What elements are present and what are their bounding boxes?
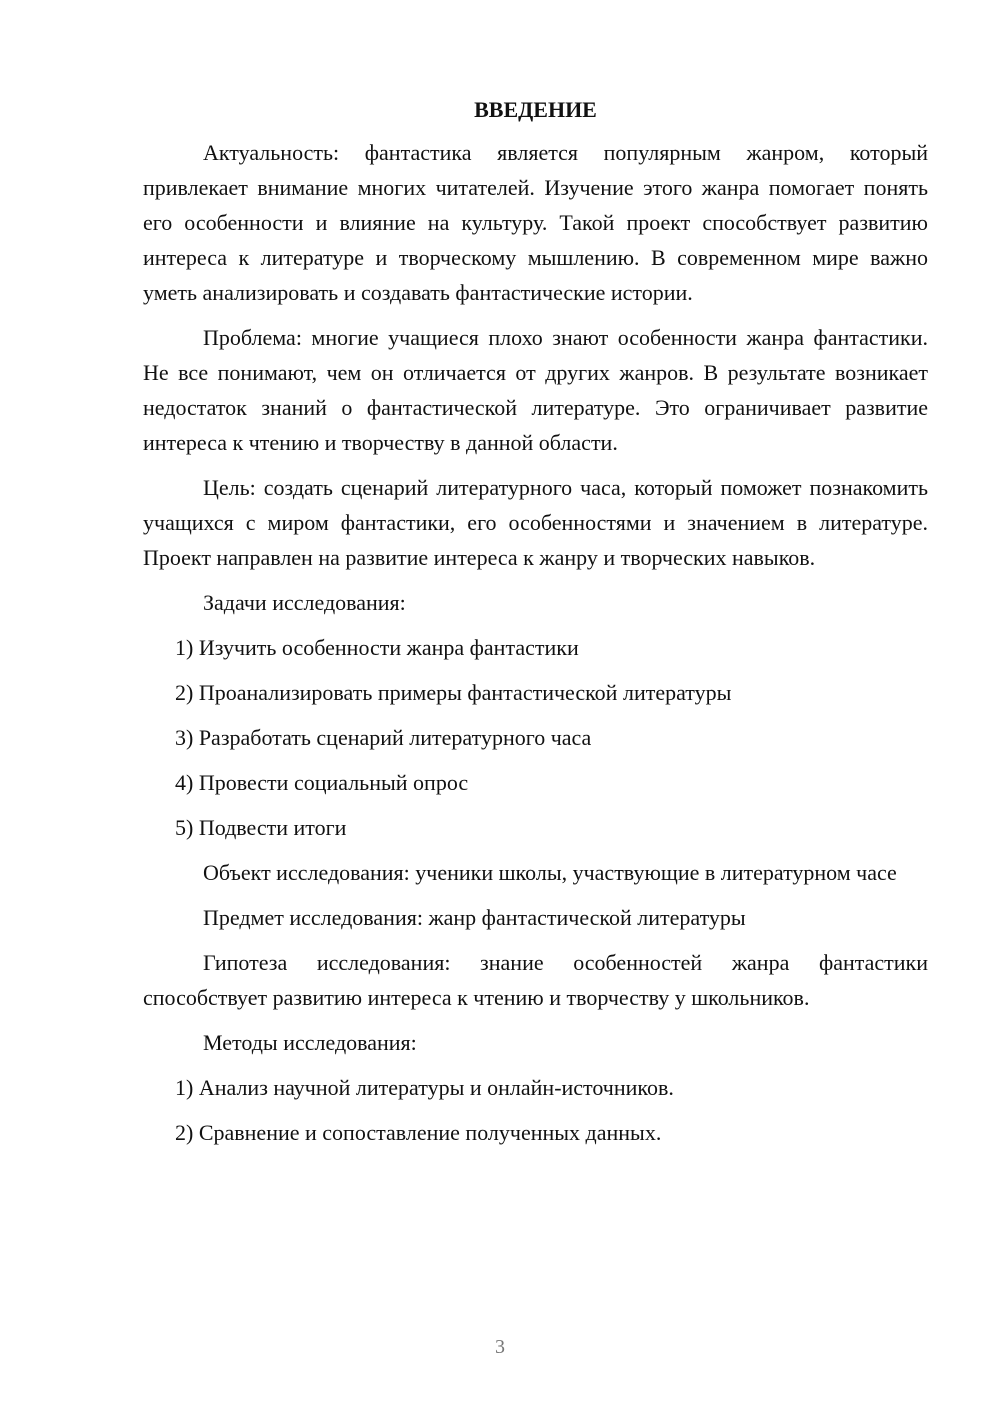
page-number: 3 <box>495 1336 505 1358</box>
object-paragraph: Объект исследования: ученики школы, участвующие в литературном часе <box>203 860 897 885</box>
method-item: 2) Сравнение и сопоставление полученных данных. <box>175 1120 662 1145</box>
relevance-paragraph: Актуальность: фантастика является популярным жанром, который привлекает внимание многих читателей. Изучение этого жанра помогает понять его особенности и влияние на культуру. Такой проект способствует развитию интереса к литературе и творческому мышлению. В современном мире важно уметь анализировать и создавать фантастические истории. <box>143 140 928 305</box>
goal-paragraph: Цель: создать сценарий литературного часа, который поможет познакомить учащихся с миром фантастики, его особенностями и значением в литературе. Проект направлен на развитие интереса к жанру и творческих навыков. <box>143 475 928 570</box>
task-item: 5) Подвести итоги <box>175 815 347 840</box>
task-item: 3) Разработать сценарий литературного часа <box>175 725 592 750</box>
tasks-title: Задачи исследования: <box>203 590 406 615</box>
task-item: 1) Изучить особенности жанра фантастики <box>175 635 579 660</box>
task-item: 4) Провести социальный опрос <box>175 770 469 795</box>
problem-paragraph: Проблема: многие учащиеся плохо знают особенности жанра фантастики. Не все понимают, чем он отличается от других жанров. В результате возникает недостаток знаний о фантастической литературе. Это ограничивает развитие интереса к чтению и творчеству в данной области. <box>143 325 928 455</box>
method-item: 1) Анализ научной литературы и онлайн-источников. <box>175 1075 674 1100</box>
subject-line: Предмет исследования: жанр фантастической литературы <box>203 905 746 930</box>
hypothesis-paragraph: Гипотеза исследования: знание особенностей жанра фантастики способствует развитию интереса к чтению и творчеству у школьников. <box>143 950 928 1010</box>
section-heading: ВВЕДЕНИЕ <box>474 97 597 122</box>
task-item: 2) Проанализировать примеры фантастической литературы <box>175 680 732 705</box>
page-content <box>143 92 928 1160</box>
methods-title: Методы исследования: <box>203 1030 417 1055</box>
